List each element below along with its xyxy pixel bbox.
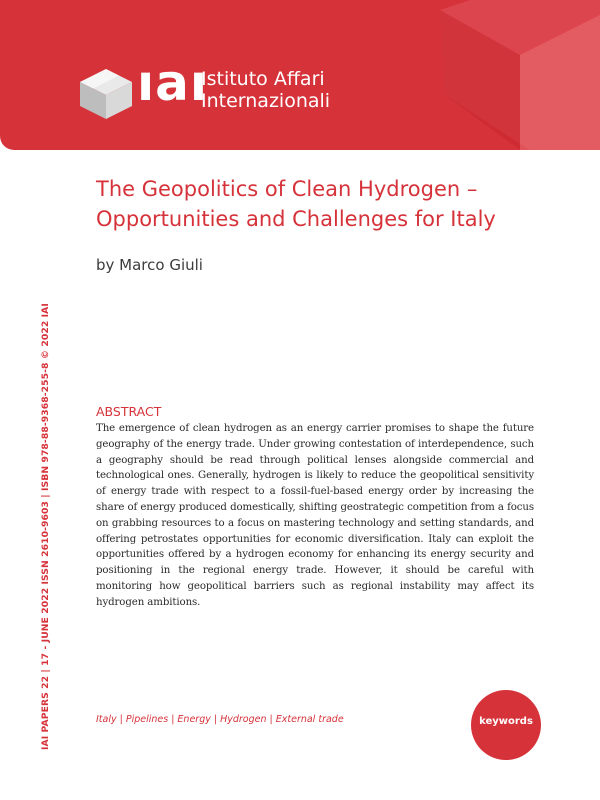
abstract-heading: ABSTRACT bbox=[96, 404, 162, 419]
institute-name-line1: Istituto Affari bbox=[201, 68, 325, 90]
keywords-badge-label: keywords bbox=[479, 716, 533, 727]
paper-title: The Geopolitics of Clean Hydrogen – Opportunities and Challenges for Italy bbox=[96, 177, 496, 231]
keywords-list: Italy | Pipelines | Energy | Hydrogen | External trade bbox=[96, 714, 344, 725]
institute-name-line2: Internazionali bbox=[201, 90, 331, 112]
institute-name bbox=[201, 68, 330, 112]
header-banner bbox=[0, 0, 600, 150]
abstract-text: The emergence of clean hydrogen as an energy carrier promises to shape the future geography of the energy trade. Under growing contestation of interdependence, such a geography should be read through political lenses alongside commercial and technological ones. Generally, hydrogen is likely to reduce the geopolitical sensitivity of energy trade with respect to a fossil-fuel-based energy order by increasing the share of energy produced domestically, shifting geostrategic competition from a focus on grabbing resources to a focus on mastering technology and setting standards, and offering petrostates opportunities for economic diversification. Italy can exploit the opportunities offered by a hydrogen economy for enhancing its energy security and positioning in the regional energy trade. However, it should be careful with monitoring how geopolitical barriers such as regional instability may affect its hydrogen ambitions. bbox=[96, 423, 534, 608]
iai-logo-text: ıaı bbox=[137, 54, 209, 112]
keywords-badge bbox=[471, 690, 541, 760]
iai-cube-logo-icon bbox=[78, 67, 134, 119]
vertical-publication-info: IAI PAPERS 22 | 17 - JUNE 2022 ISSN 2610-9603 | ISBN 978-88-9368-255-8 © 2022 IAI bbox=[40, 303, 51, 750]
author-line: by Marco Giuli bbox=[96, 256, 203, 274]
